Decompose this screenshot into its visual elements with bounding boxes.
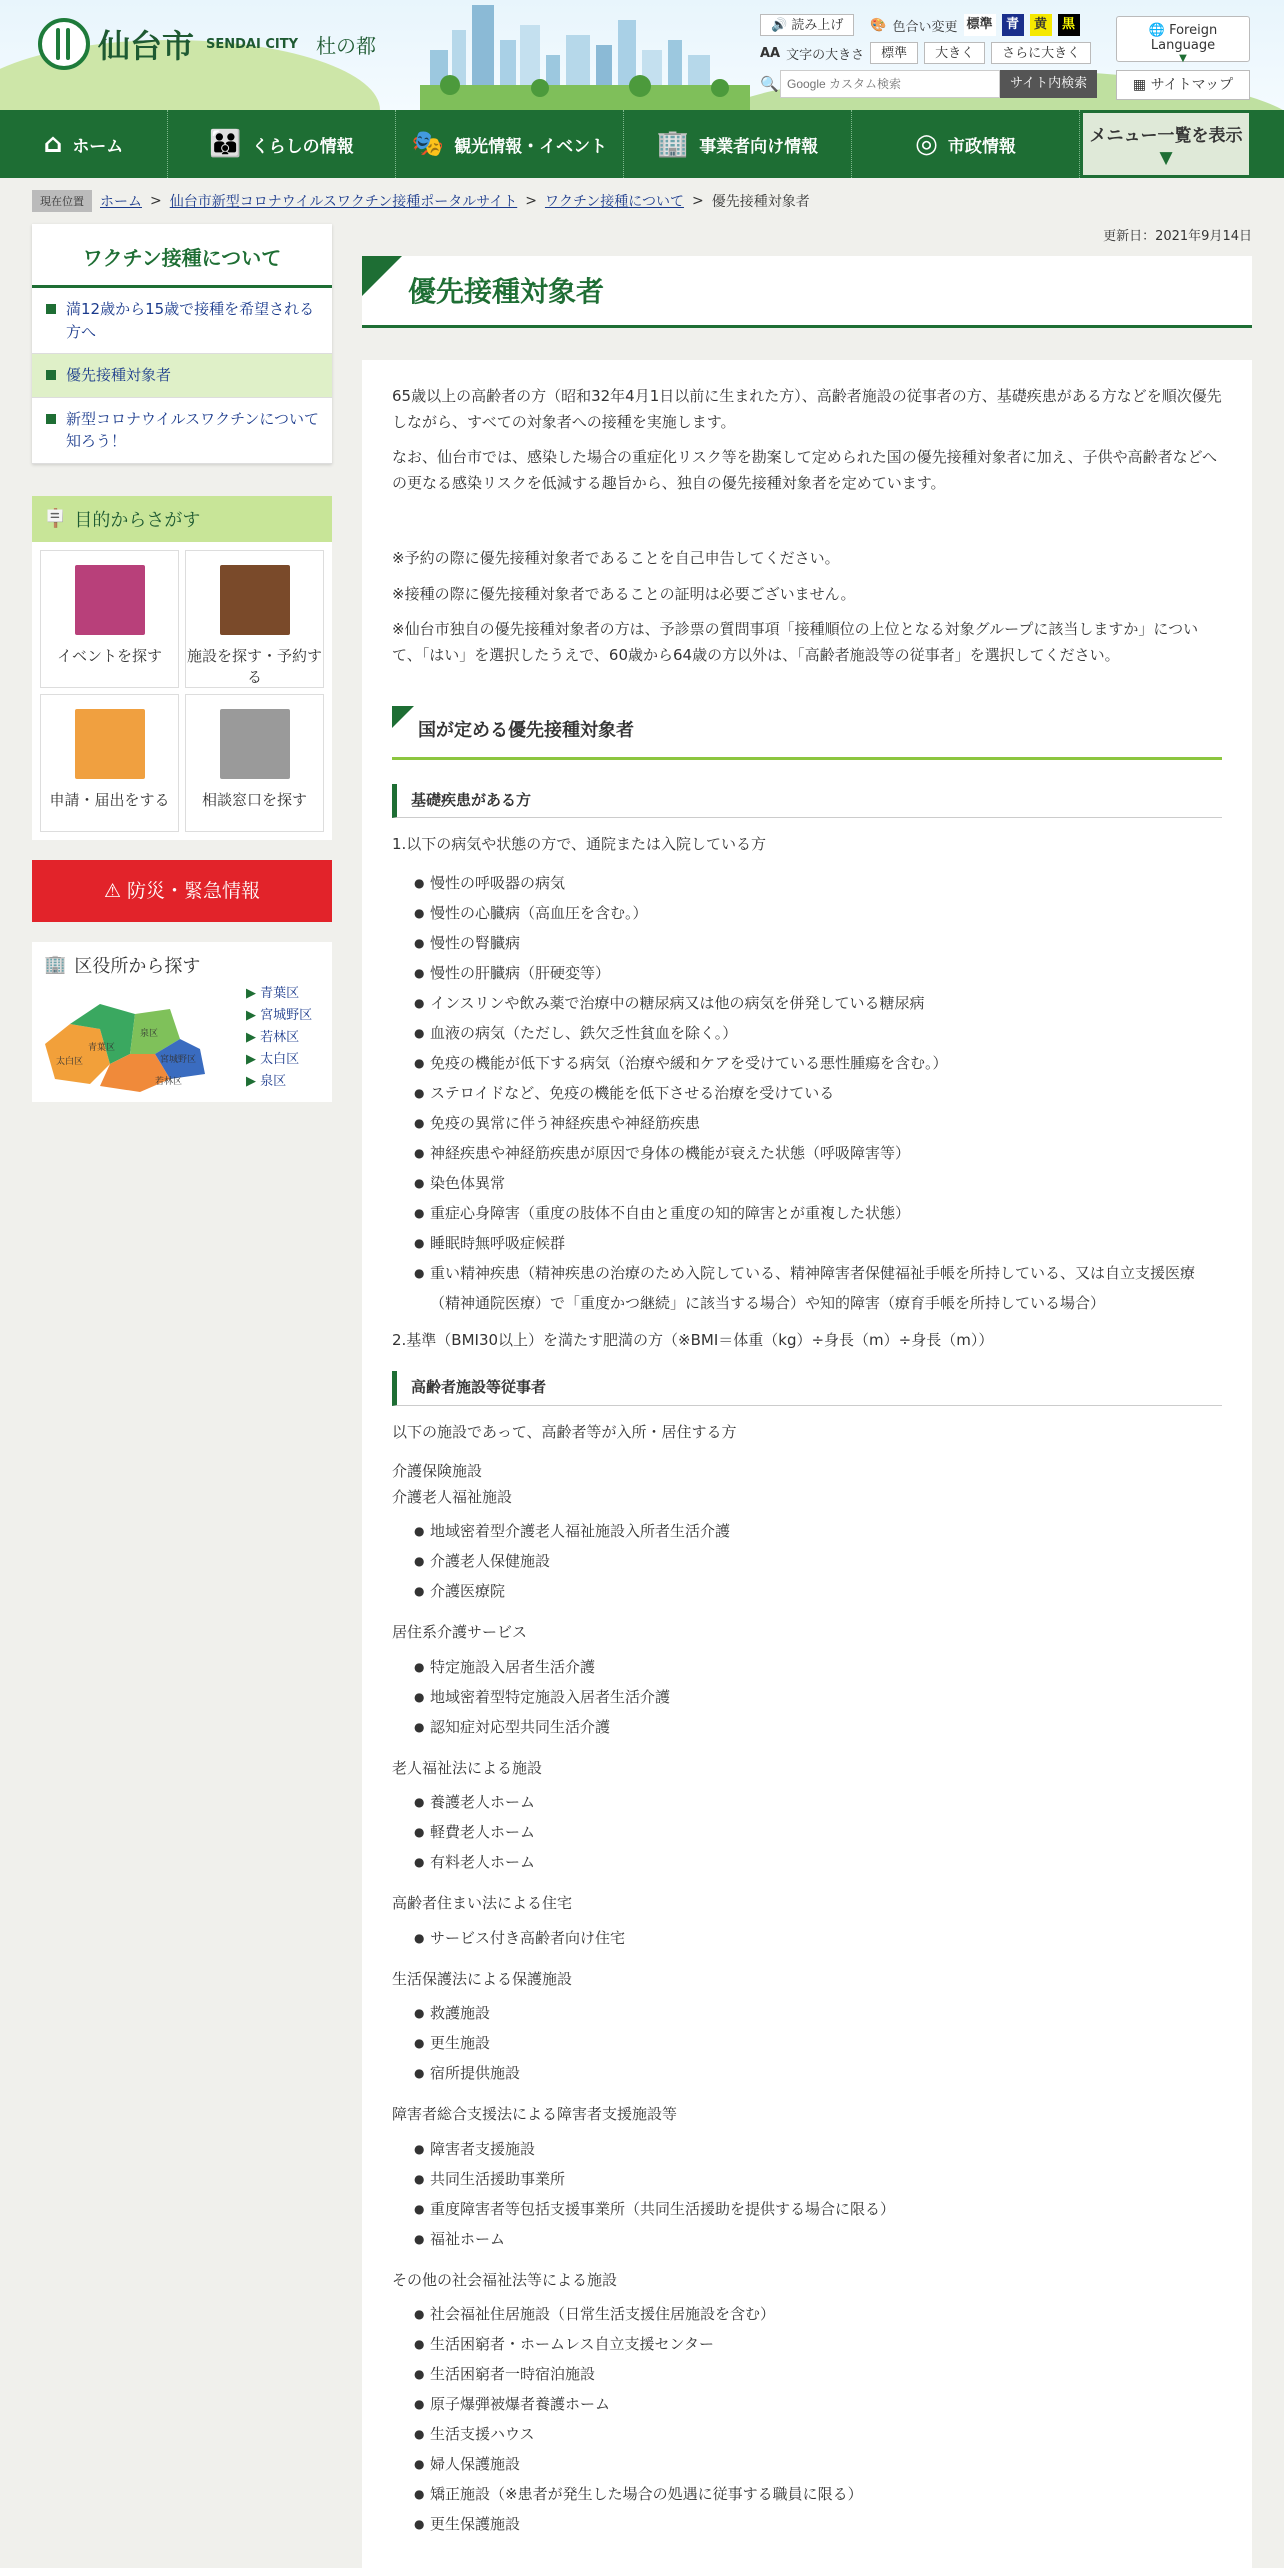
consult-photo (220, 709, 290, 779)
ward-search-header (32, 942, 332, 978)
search-icon: 🔍 (760, 75, 779, 93)
read-aloud-label: 読み上げ (791, 18, 844, 33)
purpose-search-header (32, 496, 332, 542)
ward-map-illustration (40, 984, 240, 1096)
sitemap-icon: ▦ (1132, 77, 1147, 93)
facility-list (414, 1998, 1222, 2088)
facility-list-item: ● 更生保護施設 (414, 2509, 1222, 2539)
color-black-button[interactable]: 黒 (1058, 14, 1080, 36)
disease-list-item: ● 免疫の機能が低下する病気（治療や緩和ケアを受けている悪性腫瘍を含む。） (414, 1048, 1222, 1078)
facility-list (414, 2134, 1222, 2254)
site-header (0, 0, 1284, 110)
intro-paragraph: 65歳以上の高齢者の方（昭和32年4月1日以前に生まれた方）、高齢者施設の従事者の方、基礎疾患がある方などを順次優先しながら、すべての対象者への接種を実施します。 (392, 387, 1222, 431)
ward-taihaku-label: 太白区 (260, 1051, 300, 1067)
facility-list-item: ● 宿所提供施設 (414, 2058, 1222, 2088)
nav-tourism-label: 観光情報・イベント (454, 136, 608, 157)
palette-icon: 🎨 (870, 17, 887, 33)
ward-link-taihaku[interactable] (246, 1048, 299, 1067)
purpose-facility-label: 施設を探す・予約する (186, 646, 322, 686)
search-button[interactable]: サイト内検索 (1000, 70, 1097, 98)
signpost-icon: 🪧 (44, 508, 67, 529)
application-photo (75, 709, 145, 779)
globe-icon: 🌐 (1148, 23, 1165, 38)
city-name: 仙台市 (98, 27, 195, 65)
text-size-icon: AA (760, 45, 781, 61)
warning-icon: ⚠ (103, 879, 121, 902)
facility-list-item: ● 認知症対応型共同生活介護 (414, 1712, 1222, 1742)
facility-list-item: ● 社会福祉住居施設（日常生活支援住居施設を含む） (414, 2299, 1222, 2329)
main-content (362, 256, 1252, 2568)
disease-list-item: ● インスリンや飲み薬で治療中の糖尿病又は他の病気を併発している糖尿病 (414, 988, 1222, 1018)
page-title: 優先接種対象者 (362, 256, 1252, 328)
purpose-event[interactable] (40, 550, 179, 688)
business-icon: 🏢 (656, 129, 690, 159)
facility-group (392, 1756, 1222, 1878)
ward-wakabayashi-label: 若林区 (260, 1029, 300, 1045)
chevron-down-icon: ▼ (1159, 147, 1173, 168)
facility-list (414, 1923, 1222, 1953)
facility-group (392, 1459, 1222, 1606)
chevron-down-icon: ▼ (1179, 53, 1187, 64)
facility-list-item: ● 養護老人ホーム (414, 1787, 1222, 1817)
menu-list-label: メニュー一覧を表示 (1089, 125, 1243, 146)
breadcrumb-separator: > (150, 193, 162, 209)
disease-list-item: ● 慢性の腎臓病 (414, 928, 1222, 958)
facility-list-item: ● 介護医療院 (414, 1576, 1222, 1606)
facility-group-title: 老人福祉法による施設 (392, 1758, 543, 1777)
ward-izumi-label: 泉区 (260, 1073, 287, 1089)
disease-list-item: ● 血液の病気（ただし、鉄欠乏性貧血を除く。） (414, 1018, 1222, 1048)
svg-text:宮城野区: 宮城野区 (160, 1054, 197, 1065)
disaster-info-button[interactable] (32, 860, 332, 922)
facility-group-title: 介護保険施設 (392, 1462, 483, 1481)
sidebar-item-priority[interactable]: 優先接種対象者 (32, 354, 332, 398)
breadcrumb (32, 190, 810, 212)
facility-intro: 以下の施設であって、高齢者等が入所・居住する方 (392, 1422, 737, 1441)
updated-date: 更新日：2021年9月14日 (1103, 229, 1252, 244)
nav-city-label: 市政情報 (947, 136, 1016, 157)
text-size-large-button[interactable]: 大きく (924, 42, 985, 64)
disease-list-item: ● 神経疾患や神経筋疾患が原因で身体の機能が衰えた状態（呼吸障害等） (414, 1138, 1222, 1168)
sidebar (32, 224, 332, 1102)
facility-list-item: ● 矯正施設（※患者が発生した場合の処遇に従事する職員に限る） (414, 2479, 1222, 2509)
note-paragraph: ※接種の際に優先接種対象者であることの証明は必要ございません。 (392, 584, 856, 603)
purpose-search-title: 目的からさがす (74, 509, 201, 531)
purpose-facility[interactable] (185, 550, 324, 688)
purpose-application[interactable] (40, 694, 179, 832)
facility-list-item: ● 共同生活援助事業所 (414, 2164, 1222, 2194)
disease-list (414, 868, 1222, 1318)
speaker-icon: 🔊 (771, 18, 788, 33)
purpose-application-label: 申請・届出をする (49, 790, 170, 809)
svg-text:青葉区: 青葉区 (88, 1042, 116, 1053)
purpose-consult-label: 相談窓口を探す (201, 790, 307, 809)
sidebar-title: ワクチン接種について (32, 224, 332, 288)
facility-group-title: その他の社会福祉法等による施設 (392, 2270, 618, 2289)
facility-list (414, 2299, 1222, 2539)
global-nav (0, 110, 1284, 178)
site-search (760, 70, 1100, 98)
color-change-label: 色合い変更 (892, 19, 958, 35)
facility-list-item: ● 介護老人保健施設 (414, 1546, 1222, 1576)
facility-group-title: 居住系介護サービス (392, 1623, 528, 1642)
nav-tourism[interactable] (396, 110, 624, 178)
color-blue-button[interactable]: 青 (1002, 14, 1024, 36)
facility-group-subtitle: 介護老人福祉施設 (392, 1487, 513, 1506)
subheading-underlying-disease: 基礎疾患がある方 (392, 784, 1222, 819)
breadcrumb-link-home[interactable]: ホーム (100, 194, 142, 210)
note-paragraph: ※予約の際に優先接種対象者であることを自己申告してください。 (392, 549, 840, 567)
disease-list-item: ● 重い精神疾患（精神疾患の治療のため入院している、精神障害者保健福祉手帳を所持している、又は自立支援医療（精神通院医療）で「重度かつ継続」に該当する場合）や知的障害（療育手帳を所持している場合） (414, 1258, 1222, 1318)
breadcrumb-current: 優先接種対象者 (711, 194, 810, 210)
facility-group (392, 1620, 1222, 1742)
facility-list-item: ● 特定施設入居者生活介護 (414, 1652, 1222, 1682)
facility-group (392, 1891, 1222, 1953)
city-tagline: 杜の都 (316, 33, 377, 58)
facility-group (392, 2102, 1222, 2254)
ward-map (32, 978, 332, 1102)
disease-list-item: ● ステロイドなど、免疫の機能を低下させる治療を受けている (414, 1078, 1222, 1108)
facility-list-item: ● サービス付き高齢者向け住宅 (414, 1923, 1222, 1953)
breadcrumb-label: 現在位置 (32, 190, 92, 212)
facility-list-item: ● 地域密着型介護老人福祉施設入所者生活介護 (414, 1516, 1222, 1546)
article-body (362, 360, 1252, 2568)
ward-search-title: 区役所から探す (74, 955, 201, 977)
disease-list-item: ● 慢性の肝臓病（肝硬変等） (414, 958, 1222, 988)
breadcrumb-separator: > (691, 193, 704, 209)
arrow-icon: ▶ (246, 1073, 256, 1089)
breadcrumb-separator: > (525, 193, 537, 209)
purpose-event-label: イベントを探す (56, 646, 162, 665)
ward-link-miyagino[interactable] (246, 1004, 312, 1023)
purpose-consult[interactable] (185, 694, 324, 832)
foreign-language-label: Foreign Language (1150, 23, 1218, 53)
facility-photo (220, 565, 290, 635)
facility-list-item: ● 福祉ホーム (414, 2224, 1222, 2254)
disease-list-item: ● 免疫の異常に伴う神経疾患や神経筋疾患 (414, 1108, 1222, 1138)
intro-paragraph: なお、仙台市では、感染した場合の重症化リスク等を勘案して定められた国の優先接種対象者に加え、子供や高齢者などへの更なる感染リスクを低減する趣旨から、独自の優先接種対象者を定めています。 (392, 448, 1218, 492)
ward-aoba-label: 青葉区 (260, 985, 300, 1001)
facility-list-item: ● 救護施設 (414, 1998, 1222, 2028)
condition-item-1: 1.以下の病気や状態の方で、通院または入院している方 (392, 835, 767, 854)
disease-list-item: ● 慢性の心臓病（高血圧を含む。） (414, 898, 1222, 928)
nav-business-label: 事業者向け情報 (699, 136, 819, 157)
facility-list-item: ● 地域密着型特定施設入居者生活介護 (414, 1682, 1222, 1712)
city-skyline-illustration (420, 0, 750, 110)
section-heading-national: 国が定める優先接種対象者 (392, 706, 1222, 760)
disease-list-item: ● 重症心身障害（重度の肢体不自由と重度の知的障害とが重複した状態） (414, 1198, 1222, 1228)
ward-link-wakabayashi[interactable] (246, 1026, 299, 1045)
facility-list-item: ● 障害者支援施設 (414, 2134, 1222, 2164)
facility-list-item: ● 生活支援ハウス (414, 2419, 1222, 2449)
family-icon: 👪 (209, 129, 242, 159)
nav-business[interactable] (624, 110, 852, 178)
breadcrumb-link-portal[interactable]: 仙台市新型コロナウイルスワクチン接種ポータルサイト (169, 194, 518, 210)
svg-text:若林区: 若林区 (155, 1076, 183, 1087)
accessibility-tools (760, 14, 1100, 98)
sendai-city-emblem-icon (38, 18, 90, 70)
city-name-en: SENDAI CITY (206, 36, 299, 52)
facility-group (392, 1967, 1222, 2089)
nav-home-label: ホーム (72, 136, 124, 157)
arrow-icon: ▶ (246, 985, 256, 1001)
ward-miyagino-label: 宮城野区 (260, 1007, 313, 1023)
disaster-info-label: 防災・緊急情報 (127, 879, 261, 902)
facility-list-item: ● 有料老人ホーム (414, 1847, 1222, 1877)
building-icon: 🏢 (44, 954, 67, 975)
facility-group-title: 高齢者住まい法による住宅 (392, 1894, 573, 1913)
svg-text:泉区: 泉区 (140, 1028, 159, 1039)
foreign-language-button[interactable] (1116, 16, 1250, 62)
search-input[interactable] (780, 70, 1000, 98)
purpose-grid (32, 542, 332, 840)
facility-list-item: ● 生活困窮者・ホームレス自立支援センター (414, 2329, 1222, 2359)
sidebar-section-nav (32, 224, 332, 464)
nav-life-label: くらしの情報 (251, 136, 354, 157)
breadcrumb-link-vaccine[interactable]: ワクチン接種について (544, 194, 684, 210)
facility-list-item: ● 更生施設 (414, 2028, 1222, 2058)
color-standard-button[interactable]: 標準 (964, 14, 996, 36)
sitemap-button[interactable] (1116, 70, 1250, 100)
event-photo (75, 565, 145, 635)
ward-link-izumi[interactable] (246, 1070, 286, 1089)
facility-list-item: ● 原子爆弾被爆者養護ホーム (414, 2389, 1222, 2419)
condition-item-2: 2.基準（BMI30以上）を満たす肥満の方（※BMI＝体重（kg）÷身長（m）÷身長（m）） (392, 1330, 994, 1349)
facility-list-item: ● 重度障害者等包括支援事業所（共同生活援助を提供する場合に限る） (414, 2194, 1222, 2224)
disease-list-item: ● 睡眠時無呼吸症候群 (414, 1228, 1222, 1258)
home-icon: ⌂ (43, 129, 63, 159)
text-size-standard-button[interactable]: 標準 (870, 42, 918, 64)
nav-city[interactable] (852, 110, 1080, 178)
disease-list-item: ● 慢性の呼吸器の病気 (414, 868, 1222, 898)
disease-list-item: ● 染色体異常 (414, 1168, 1222, 1198)
tourism-icon: 🎭 (411, 129, 445, 159)
nav-home[interactable] (0, 110, 168, 178)
city-emblem-icon: ◎ (915, 129, 938, 159)
arrow-icon: ▶ (246, 1007, 256, 1023)
sidebar-item-learn-vaccine[interactable]: 新型コロナウイルスワクチンについて知ろう！ (32, 398, 332, 464)
read-aloud-button[interactable] (760, 14, 854, 36)
sidebar-item-age12-15[interactable]: 満12歳から15歳で接種を希望される方へ (32, 288, 332, 354)
facility-list (414, 1787, 1222, 1877)
facility-group-title: 障害者総合支援法による障害者支援施設等 (392, 2105, 678, 2124)
arrow-icon: ▶ (246, 1051, 256, 1067)
nav-life[interactable] (168, 110, 396, 178)
svg-text:太白区: 太白区 (56, 1056, 84, 1067)
menu-list-button[interactable] (1080, 110, 1252, 178)
sitemap-label: サイトマップ (1150, 77, 1234, 93)
ward-link-aoba[interactable] (246, 982, 299, 1001)
facility-groups (392, 1459, 1222, 2539)
text-size-larger-button[interactable]: さらに大きく (991, 42, 1091, 64)
facility-list-item: ● 軽費老人ホーム (414, 1817, 1222, 1847)
arrow-icon: ▶ (246, 1029, 256, 1045)
facility-list (414, 1516, 1222, 1606)
note-paragraph: ※仙台市独自の優先接種対象者の方は、予診票の質問事項「接種順位の上位となる対象グループに該当しますか」について、「はい」を選択したうえで、60歳から64歳の方以外は、「高齢者施設等の従事者」を選択してください。 (392, 620, 1199, 664)
site-logo[interactable] (38, 18, 376, 70)
facility-list-item: ● 婦人保護施設 (414, 2449, 1222, 2479)
facility-list-item: ● 生活困窮者一時宿泊施設 (414, 2359, 1222, 2389)
color-yellow-button[interactable]: 黄 (1030, 14, 1052, 36)
facility-group-title: 生活保護法による保護施設 (392, 1969, 573, 1988)
subheading-facility-workers: 高齢者施設等従事者 (392, 1371, 1222, 1406)
text-size-label: 文字の大きさ (786, 47, 865, 63)
facility-group (392, 2268, 1222, 2540)
facility-list (414, 1652, 1222, 1742)
